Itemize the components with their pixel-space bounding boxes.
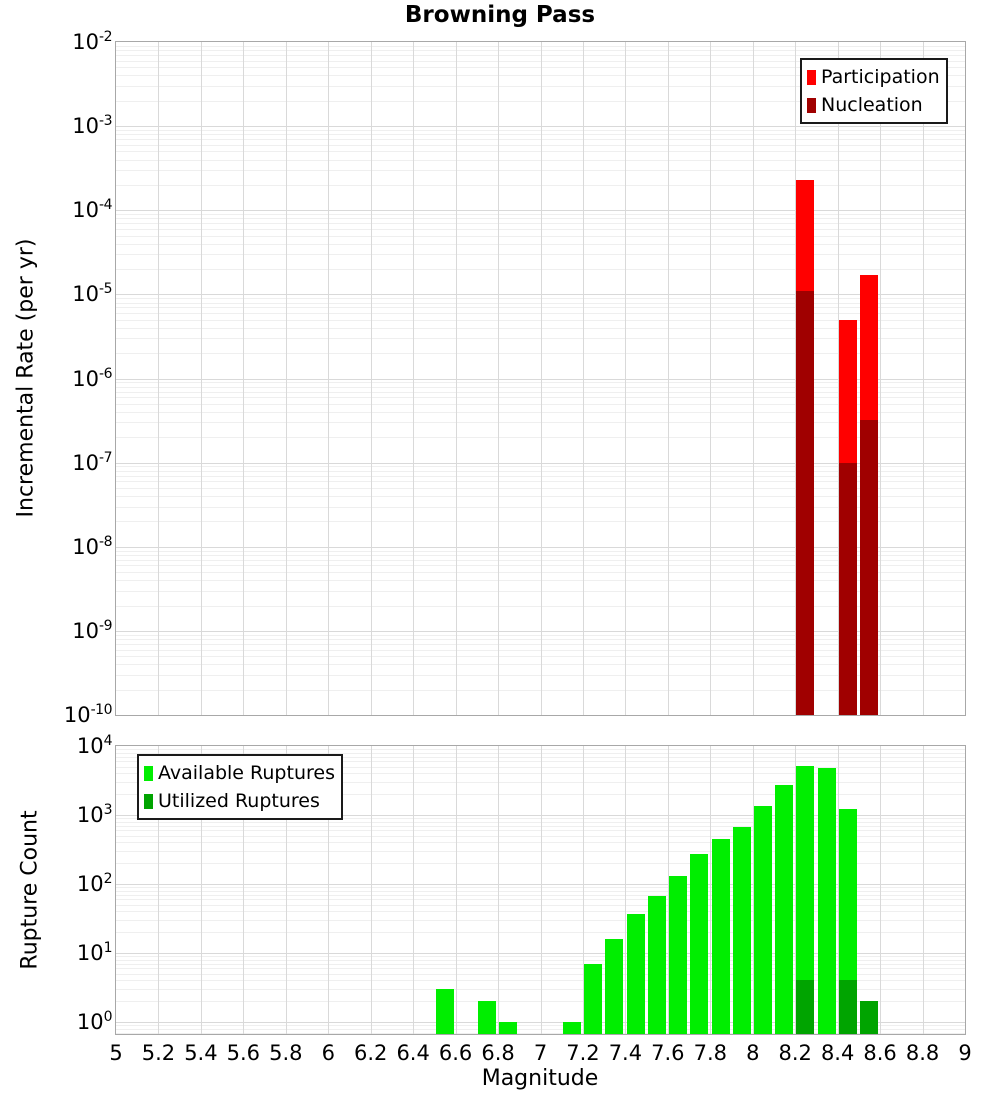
y-tick-label-1e-2: $10^{-2}$ <box>72 29 112 54</box>
bar-nucleation-m8.45 <box>839 463 857 715</box>
vertical-gridline <box>158 42 159 715</box>
legend-entry-available-ruptures <box>144 759 335 787</box>
vertical-gridline <box>456 42 457 715</box>
legend-label-available-ruptures: Available Ruptures <box>158 762 335 784</box>
bar-utilized-ruptures-m8.45 <box>839 980 857 1034</box>
vertical-gridline <box>541 746 542 1034</box>
y-tick-label-1e-8: $10^{-8}$ <box>72 533 112 559</box>
x-tick-label-5.4: 5.4 <box>184 1041 218 1065</box>
vertical-gridline <box>923 42 924 715</box>
top-y-axis-label: Incremental Rate (per yr) <box>13 238 39 518</box>
y-tick-label-1e-5: $10^{-5}$ <box>72 281 112 307</box>
vertical-gridline <box>371 746 372 1034</box>
legend-entry-nucleation <box>807 91 940 119</box>
bar-available-ruptures-m7.65 <box>669 876 687 1034</box>
legend-entry-participation <box>807 63 940 91</box>
vertical-gridline <box>498 42 499 715</box>
bar-nucleation-m8.55 <box>860 420 878 715</box>
vertical-gridline <box>498 746 499 1034</box>
x-tick-label-5.8: 5.8 <box>269 1041 303 1065</box>
vertical-gridline <box>880 42 881 715</box>
x-tick-label-7.2: 7.2 <box>566 1041 600 1065</box>
x-tick-label-6.6: 6.6 <box>438 1041 473 1065</box>
bar-utilized-ruptures-m8.25 <box>796 980 814 1034</box>
rupture-count-plot-panel <box>115 745 966 1035</box>
available-ruptures-swatch-icon <box>144 766 153 781</box>
bar-available-ruptures-m7.45 <box>627 914 645 1034</box>
bar-available-ruptures-m8.05 <box>754 806 772 1034</box>
legend-entry-utilized-ruptures <box>144 787 335 815</box>
bar-available-ruptures-m7.95 <box>733 827 751 1034</box>
bottom-y-axis-label: Rupture Count <box>17 810 43 970</box>
x-tick-label-5: 5 <box>109 1041 123 1065</box>
x-tick-label-6.2: 6.2 <box>353 1041 388 1065</box>
y-tick-label-1e-3: $10^{-3}$ <box>72 113 112 139</box>
bar-available-ruptures-m8.15 <box>775 785 793 1034</box>
count-legend <box>137 754 343 820</box>
x-tick-label-8.6: 8.6 <box>863 1041 897 1065</box>
vertical-gridline <box>243 42 244 715</box>
x-tick-label-7: 7 <box>533 1041 548 1065</box>
x-tick-label-6: 6 <box>321 1041 335 1065</box>
vertical-gridline <box>668 42 669 715</box>
x-tick-label-5.2: 5.2 <box>141 1041 176 1065</box>
vertical-gridline <box>583 42 584 715</box>
bar-available-ruptures-m7.25 <box>584 964 602 1034</box>
x-tick-label-6.4: 6.4 <box>396 1041 430 1065</box>
legend-label-nucleation: Nucleation <box>821 94 923 116</box>
y-tick-label-1e-6: $10^{-6}$ <box>72 365 112 391</box>
bar-available-ruptures-m6.75 <box>478 1001 496 1034</box>
x-tick-label-6.8: 6.8 <box>481 1041 515 1065</box>
x-tick-label-7.6: 7.6 <box>651 1041 685 1065</box>
bar-available-ruptures-m7.85 <box>712 839 730 1034</box>
vertical-gridline <box>753 42 754 715</box>
vertical-gridline <box>923 746 924 1034</box>
bar-available-ruptures-m8.35 <box>818 768 836 1034</box>
bar-nucleation-m8.25 <box>796 291 814 715</box>
y-tick-label-1e4: $10^4$ <box>76 733 112 758</box>
utilized-ruptures-swatch-icon <box>144 794 153 809</box>
bar-available-ruptures-m7.35 <box>605 939 623 1034</box>
bar-available-ruptures-m6.55 <box>436 989 454 1034</box>
x-tick-label-8.2: 8.2 <box>778 1041 812 1065</box>
rate-legend <box>800 58 948 124</box>
x-tick-label-8.8: 8.8 <box>905 1041 940 1065</box>
y-tick-label-1e-9: $10^{-9}$ <box>72 617 112 643</box>
y-tick-label-1e-7: $10^{-7}$ <box>72 449 112 475</box>
legend-label-utilized-ruptures: Utilized Ruptures <box>158 790 320 812</box>
x-tick-label-8: 8 <box>746 1041 760 1065</box>
vertical-gridline <box>413 42 414 715</box>
vertical-gridline <box>371 42 372 715</box>
participation-swatch-icon <box>807 70 816 85</box>
y-tick-label-1e-10: $10^{-10}$ <box>63 702 112 727</box>
y-tick-label-1e-4: $10^{-4}$ <box>72 197 112 223</box>
vertical-gridline <box>328 42 329 715</box>
chart-title: Browning Pass <box>404 2 596 28</box>
bar-available-ruptures-m7.15 <box>563 1022 581 1034</box>
vertical-gridline <box>413 746 414 1034</box>
incremental-rate-plot-panel <box>115 41 966 716</box>
y-tick-label-1e2: $10^2$ <box>76 871 112 896</box>
bar-available-ruptures-m7.75 <box>690 854 708 1034</box>
bar-available-ruptures-m6.85 <box>499 1022 517 1034</box>
vertical-gridline <box>710 42 711 715</box>
x-axis-label: Magnitude <box>481 1066 599 1091</box>
vertical-gridline <box>625 42 626 715</box>
y-tick-label-1e1: $10^1$ <box>76 940 112 965</box>
vertical-gridline <box>880 746 881 1034</box>
nucleation-swatch-icon <box>807 98 816 113</box>
vertical-gridline <box>286 42 287 715</box>
x-tick-label-7.8: 7.8 <box>693 1041 727 1065</box>
bar-utilized-ruptures-m8.55 <box>860 1001 878 1034</box>
x-tick-label-7.4: 7.4 <box>608 1041 643 1065</box>
y-tick-label-1e3: $10^3$ <box>76 802 112 827</box>
vertical-gridline <box>456 746 457 1034</box>
vertical-gridline <box>541 42 542 715</box>
x-tick-label-9: 9 <box>958 1041 972 1065</box>
x-tick-label-5.6: 5.6 <box>226 1041 261 1065</box>
y-tick-label-1e0: $10^0$ <box>76 1009 112 1034</box>
x-tick-label-8.4: 8.4 <box>820 1041 855 1065</box>
legend-label-participation: Participation <box>821 66 940 88</box>
bar-available-ruptures-m7.55 <box>648 896 666 1034</box>
vertical-gridline <box>201 42 202 715</box>
